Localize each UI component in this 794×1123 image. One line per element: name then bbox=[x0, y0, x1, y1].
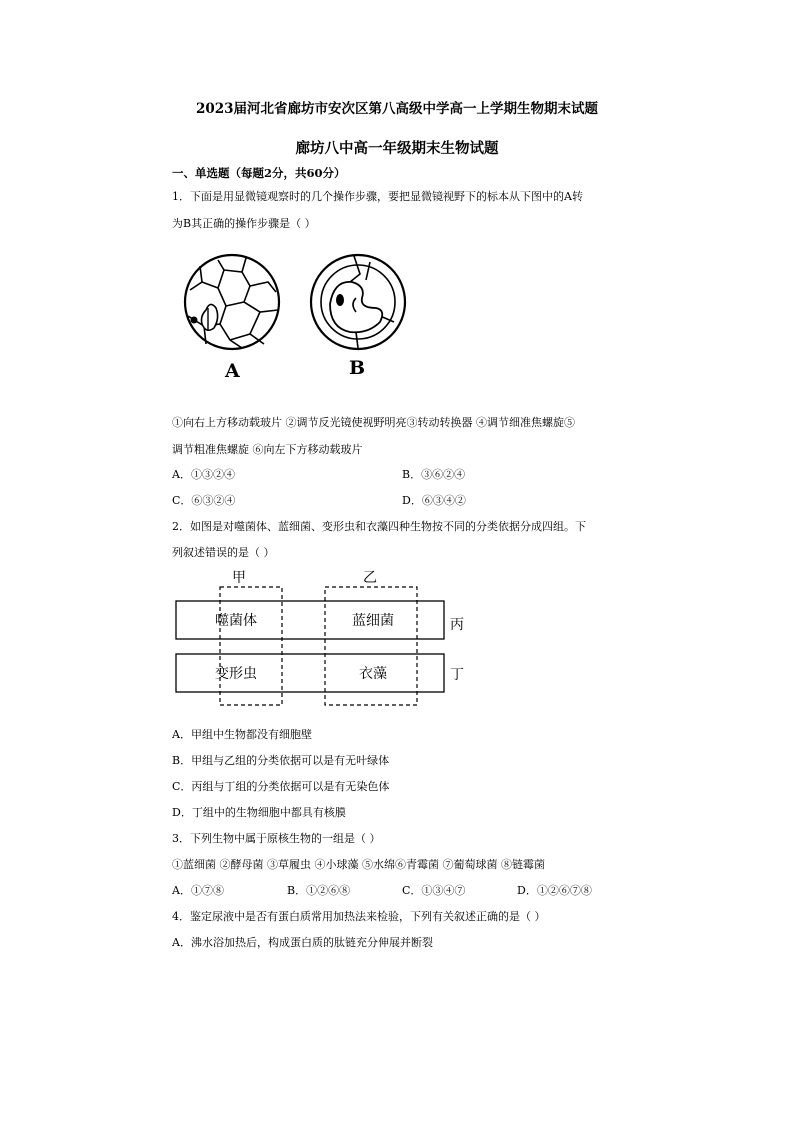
q1-option-b: B．③⑥②④ bbox=[402, 468, 466, 481]
q1-stem-line2: 为B其正确的操作步骤是（ ） bbox=[172, 217, 316, 230]
exam-title: 2023届河北省廊坊市安次区第八高级中学高一上学期生物期末试题 bbox=[195, 101, 599, 117]
paper-title: 廊坊八中高一年级期末生物试题 bbox=[295, 140, 499, 157]
section-heading: 一、单选题（每题2分，共60分） bbox=[172, 166, 346, 180]
q1-steps-line2: 调节粗准焦螺旋 ⑥向左下方移动载玻片 bbox=[172, 443, 363, 456]
label-bing: 丙 bbox=[450, 617, 464, 633]
q3-option-a: A．①⑦⑧ bbox=[172, 884, 224, 897]
q1-stem-line1: 1．下面是用显微镜观察时的几个操作步骤，要把显微镜视野下的标本从下图中的A转 bbox=[172, 190, 583, 203]
microscope-field-b bbox=[311, 255, 405, 349]
q1-option-a: A．①③②④ bbox=[172, 468, 235, 481]
group-jia-box bbox=[220, 587, 282, 705]
q1-option-d: D．⑥③④② bbox=[402, 494, 466, 507]
q2-option-c: C．丙组与丁组的分类依据可以是有无染色体 bbox=[172, 780, 390, 793]
q1-option-c: C．⑥③②④ bbox=[172, 494, 236, 507]
cell-cyanobacteria: 蓝细菌 bbox=[352, 613, 394, 629]
q2-option-d: D．丁组中的生物细胞中都具有核膜 bbox=[172, 806, 346, 819]
cell-amoeba: 变形虫 bbox=[215, 666, 257, 682]
label-yi: 乙 bbox=[363, 570, 377, 586]
q3-option-b: B．①②⑥⑧ bbox=[287, 884, 351, 897]
q2-stem-line2: 列叙述错误的是（ ） bbox=[172, 546, 275, 559]
q2-option-a: A．甲组中生物都没有细胞壁 bbox=[172, 728, 312, 741]
q3-stem: 3．下列生物中属于原核生物的一组是（ ） bbox=[172, 832, 381, 845]
cell-chlamydomonas: 衣藻 bbox=[359, 666, 387, 682]
q3-option-d: D．①②⑥⑦⑧ bbox=[517, 884, 592, 897]
q1-steps-line1: ①向右上方移动载玻片 ②调节反光镜使视野明亮③转动转换器 ④调节细准焦螺旋⑤ bbox=[172, 416, 575, 429]
figure-label-a: A bbox=[225, 360, 240, 382]
classification-diagram bbox=[170, 565, 480, 715]
q2-option-b: B．甲组与乙组的分类依据可以是有无叶绿体 bbox=[172, 754, 390, 767]
q4-option-a: A．沸水浴加热后，构成蛋白质的肽链充分伸展并断裂 bbox=[172, 936, 433, 949]
cell-phage: 噬菌体 bbox=[215, 613, 257, 629]
q3-items: ①蓝细菌 ②酵母菌 ③草履虫 ④小球藻 ⑤水绵⑥青霉菌 ⑦葡萄球菌 ⑧链霉菌 bbox=[172, 858, 545, 871]
microscope-field-a bbox=[185, 255, 279, 349]
microscope-figure bbox=[180, 252, 420, 387]
q2-stem-line1: 2．如图是对噬菌体、蓝细菌、变形虫和衣藻四种生物按不同的分类依据分成四组。下 bbox=[172, 520, 586, 533]
q4-stem: 4．鉴定尿液中是否有蛋白质常用加热法来检验，下列有关叙述正确的是（ ） bbox=[172, 910, 546, 923]
group-yi-box bbox=[325, 587, 417, 705]
figure-label-b: B bbox=[349, 357, 366, 379]
q3-option-c: C．①③④⑦ bbox=[402, 884, 466, 897]
label-ding: 丁 bbox=[450, 667, 464, 683]
label-jia: 甲 bbox=[232, 570, 246, 586]
